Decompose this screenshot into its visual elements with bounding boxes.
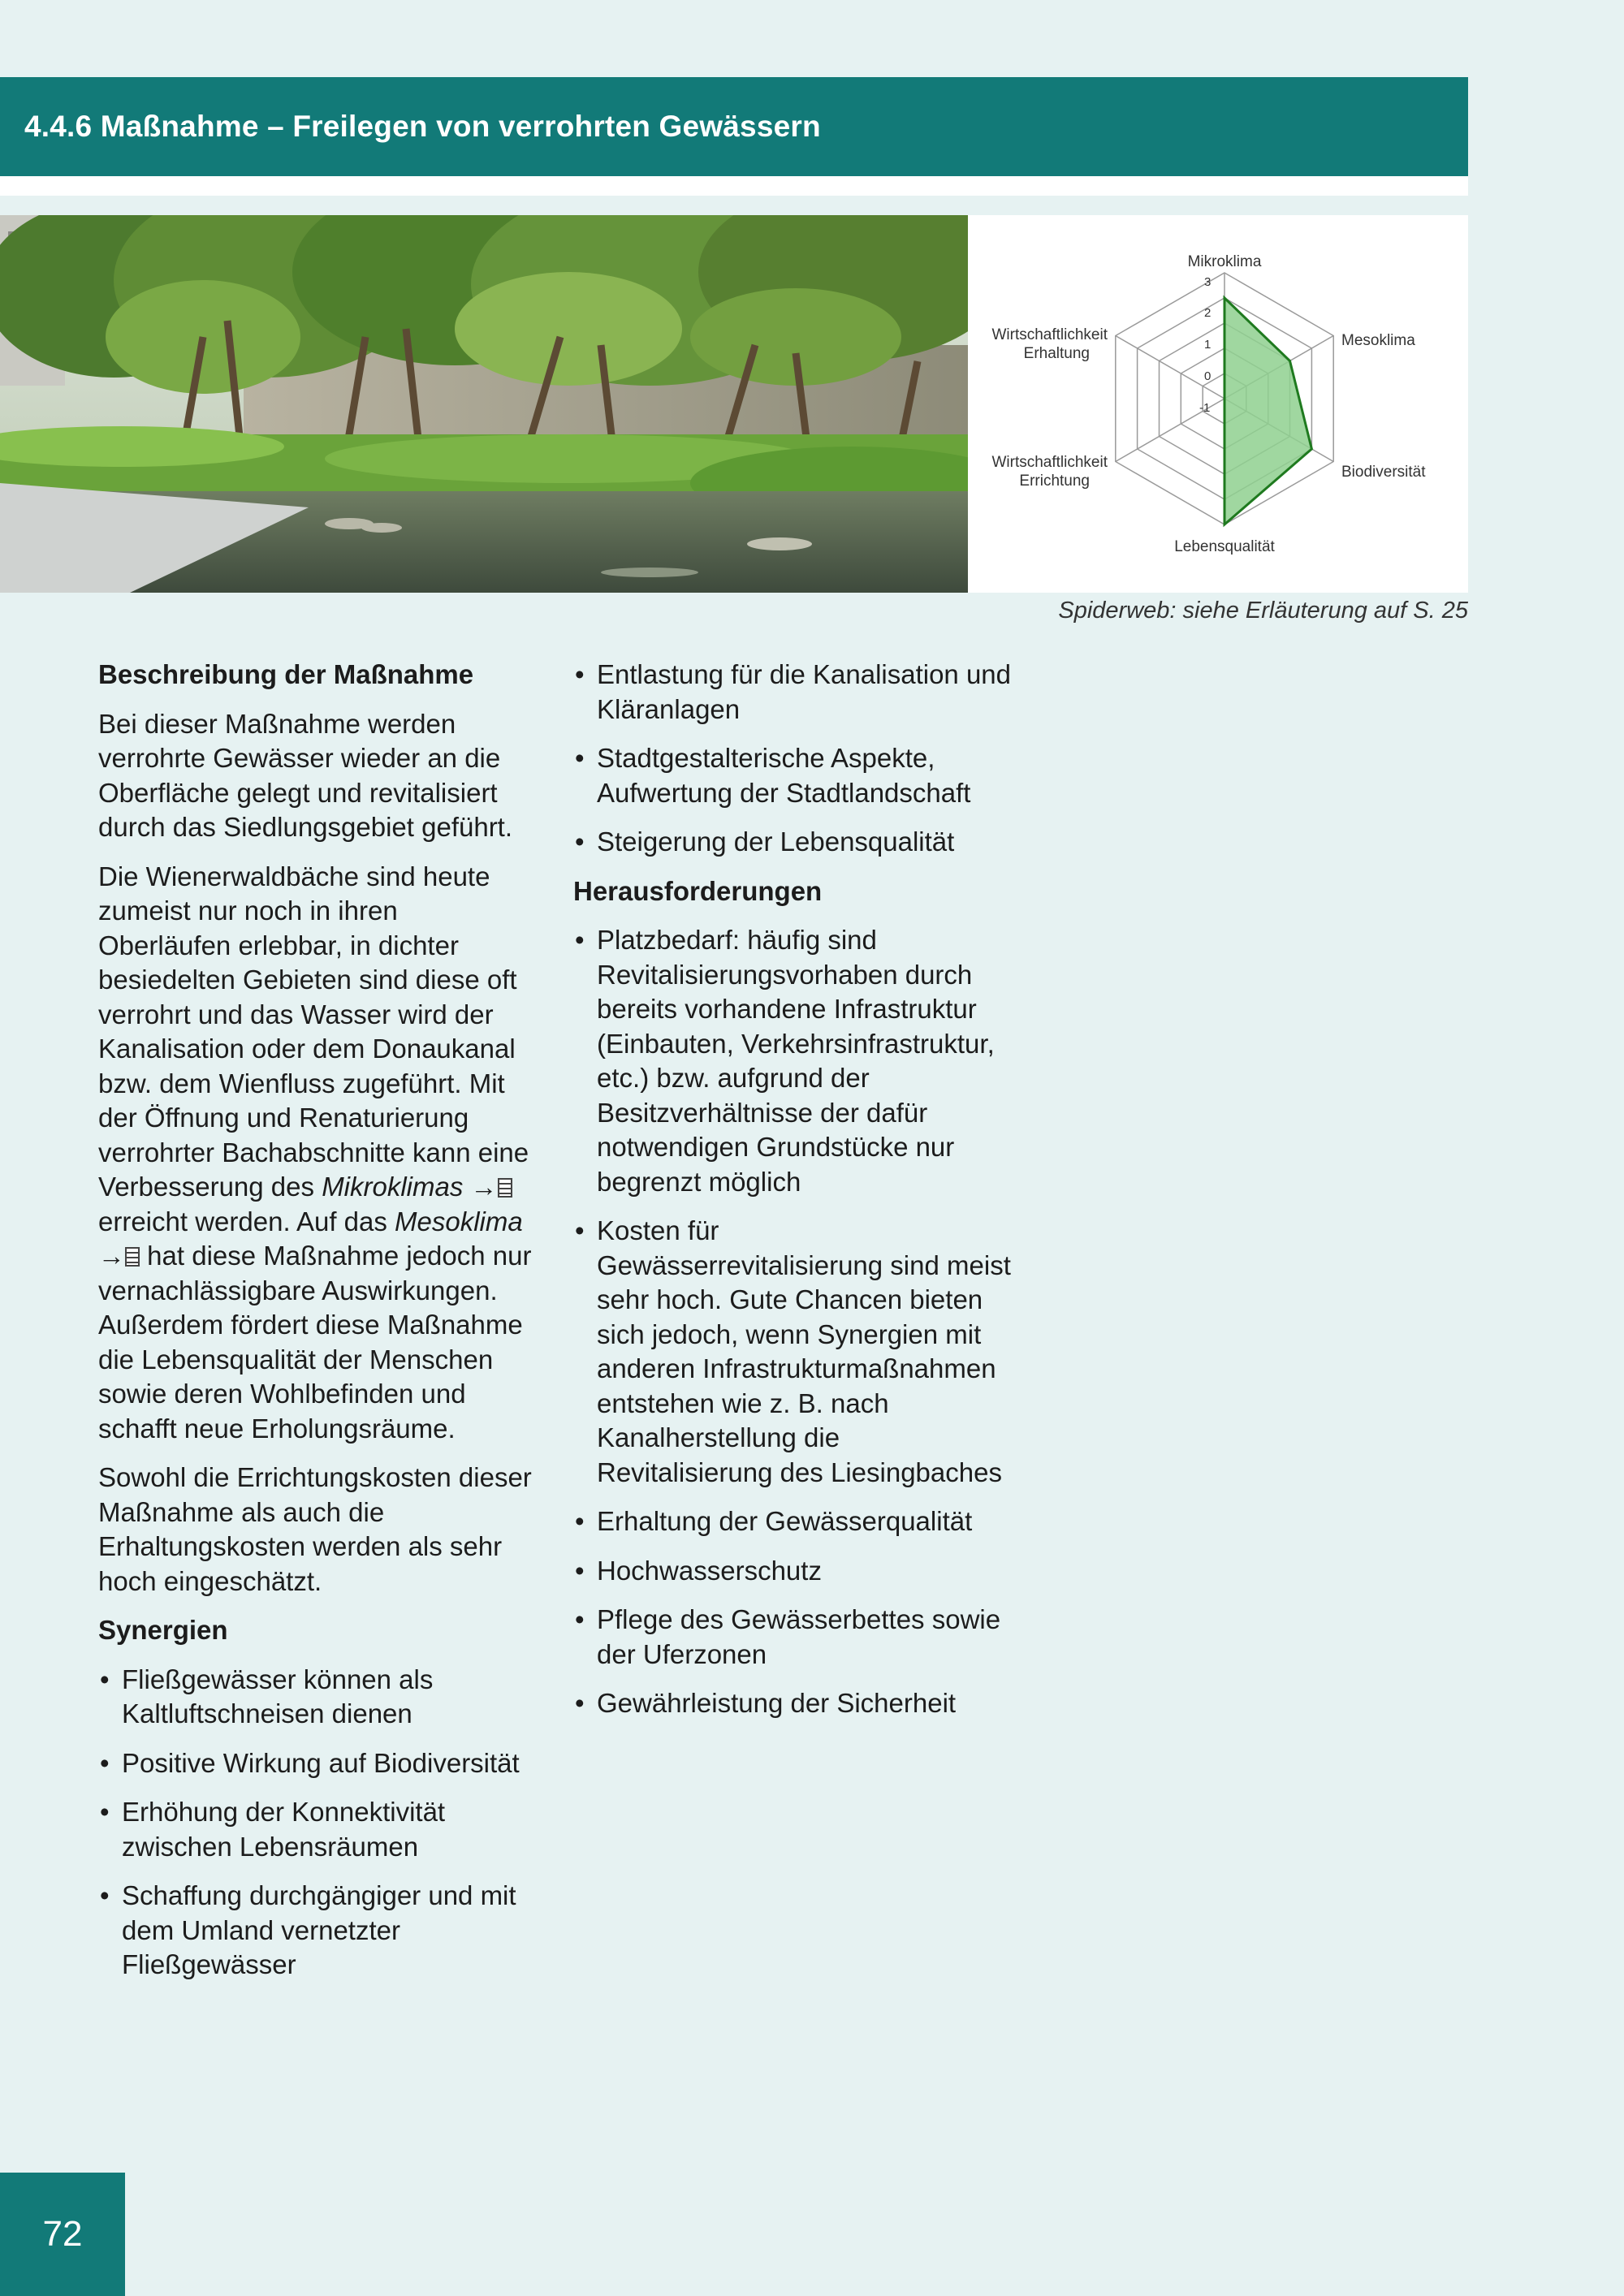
spiderweb-chart-svg — [968, 215, 1468, 593]
chart-caption: Spiderweb: siehe Erläuterung auf S. 25 — [1058, 598, 1468, 624]
left-column — [98, 658, 537, 1997]
spiderweb-chart — [968, 215, 1468, 593]
description-text-a: Die Wienerwaldbäche sind heute zumeist nur noch in ihren Oberläufen erlebbar, in dichter besiedelten Gebieten sind diese oft verrohrt und das Wasser wird der Kanalisation oder dem Donaukanal bzw. dem Wienfluss zugeführt. Mit der Öffnung und Renaturierung verrohrter Bachabschnitte kann eine Verbesserung des — [98, 861, 529, 1202]
axis-label-erhaltung-2: Erhaltung — [1023, 345, 1090, 362]
description-text-b: erreicht werden. Auf das — [98, 1206, 395, 1236]
axis-label-mikroklima: Mikroklima — [1187, 253, 1262, 270]
heading-herausforderungen: Herausforderungen — [573, 875, 823, 906]
list-item: • Erhaltung der Gewässerqualität — [573, 1504, 1012, 1539]
term-mesoklima: Mesoklima — [395, 1206, 523, 1236]
bullet: • — [100, 1747, 110, 1778]
list-item: • Kosten für Gewässerrevitalisierung sind meist sehr hoch. Gute Chancen bieten sich jedoch, wenn Synergien mit anderen Infrastrukturmaßnahmen entstehen wie z. B. nach Kanalherstellung die Revitalisierung des Liesingbaches — [575, 1215, 1011, 1487]
stream-photo — [0, 215, 968, 593]
bullet: • — [575, 1555, 585, 1586]
section-header-bar — [0, 77, 1468, 176]
tick-label-0: 0 — [1204, 369, 1212, 383]
axis-label-errichtung-2: Errichtung — [1019, 473, 1090, 490]
axis-label-erhaltung-1: Wirtschaftlichkeit — [991, 326, 1108, 343]
section-title: 4.4.6 Maßnahme – Freilegen von verrohrten Gewässern — [24, 110, 821, 143]
term-mikroklima: Mikroklimas — [322, 1172, 464, 1202]
glossary-arrow: → — [98, 1241, 125, 1271]
list-item: • Platzbedarf: häufig sind Revitalisierungsvorhaben durch bereits vorhandene Infrastruktur (Einbauten, Verkehrsinfrastruktur, etc.) bzw. aufgrund der Besitzverhältnisse der dafür notwendigen Grundstücke nur begrenzt möglich — [575, 925, 995, 1197]
bullet: • — [575, 743, 585, 773]
bullet: • — [575, 1604, 585, 1634]
heading-beschreibung: Beschreibung der Maßnahme — [98, 659, 474, 689]
bullet: • — [575, 826, 585, 857]
axis-label-errichtung-1: Wirtschaftlichkeit — [991, 454, 1108, 471]
axis-label-lebensqualitaet: Lebensqualität — [1174, 538, 1275, 555]
challenges-list — [573, 923, 1012, 1721]
header-divider — [0, 176, 1468, 196]
heading-synergien: Synergien — [98, 1615, 228, 1645]
list-item: • Stadtgestalterische Aspekte, Aufwertung der Stadtlandschaft — [575, 743, 971, 808]
list-item: • Pflege des Gewässerbettes sowie der Uferzonen — [575, 1604, 1001, 1669]
tick-label-1: 1 — [1204, 338, 1212, 352]
paragraph-intro: Bei dieser Maßnahme werden verrohrte Gewässer wieder an die Oberfläche gelegt und revitalisiert durch das Siedlungsgebiet geführt. — [98, 708, 513, 842]
bullet: • — [575, 1688, 585, 1718]
bullet: • — [575, 659, 585, 689]
glossary-doc-icon[interactable] — [498, 1178, 512, 1198]
page-number-box — [0, 2173, 125, 2296]
bullet: • — [575, 1506, 585, 1536]
synergies-list-continued — [573, 658, 1012, 860]
synergies-list — [98, 1663, 537, 1983]
bullet: • — [575, 1215, 585, 1245]
description-text-c: hat diese Maßnahme jedoch nur vernachlässigbare Auswirkungen. Außerdem fördert diese Maßnahme die Lebensqualität der Menschen sowie deren Wohlbefinden und schafft neue Erholungsräume. — [98, 1241, 532, 1444]
radar-data-polygon — [1224, 298, 1311, 524]
list-item: • Fließgewässer können als Kaltluftschneisen dienen — [100, 1664, 434, 1728]
list-item: • Entlastung für die Kanalisation und Kläranlagen — [575, 659, 1012, 724]
bullet: • — [100, 1880, 110, 1910]
paragraph-description — [98, 860, 537, 1447]
stream-photo-illustration — [0, 215, 968, 593]
paragraph-costs: Sowohl die Errichtungskosten dieser Maßnahme als auch die Erhaltungskosten werden als sehr hoch eingeschätzt. — [98, 1462, 532, 1596]
tick-label-minus1: -1 — [1199, 401, 1211, 415]
bullet: • — [100, 1797, 110, 1827]
list-item: • Erhöhung der Konnektivität zwischen Lebensräumen — [100, 1797, 446, 1862]
list-item: • Positive Wirkung auf Biodiversität — [98, 1746, 537, 1781]
list-item: • Hochwasserschutz — [573, 1554, 1012, 1589]
glossary-arrow: → — [470, 1172, 498, 1202]
axis-label-biodiversitaet: Biodiversität — [1341, 464, 1426, 481]
list-item: • Schaffung durchgängiger und mit dem Umland vernetzter Fließgewässer — [100, 1880, 516, 1979]
page-number: 72 — [42, 2214, 83, 2254]
bullet: • — [100, 1664, 110, 1694]
tick-label-2: 2 — [1204, 306, 1212, 320]
list-item: • Steigerung der Lebensqualität — [573, 825, 1012, 860]
middle-column — [573, 658, 1012, 1736]
axis-label-mesoklima: Mesoklima — [1341, 332, 1415, 349]
tick-label-3: 3 — [1204, 275, 1212, 289]
glossary-doc-icon[interactable] — [125, 1247, 140, 1267]
bullet: • — [575, 925, 585, 955]
list-item: • Gewährleistung der Sicherheit — [573, 1686, 1012, 1721]
